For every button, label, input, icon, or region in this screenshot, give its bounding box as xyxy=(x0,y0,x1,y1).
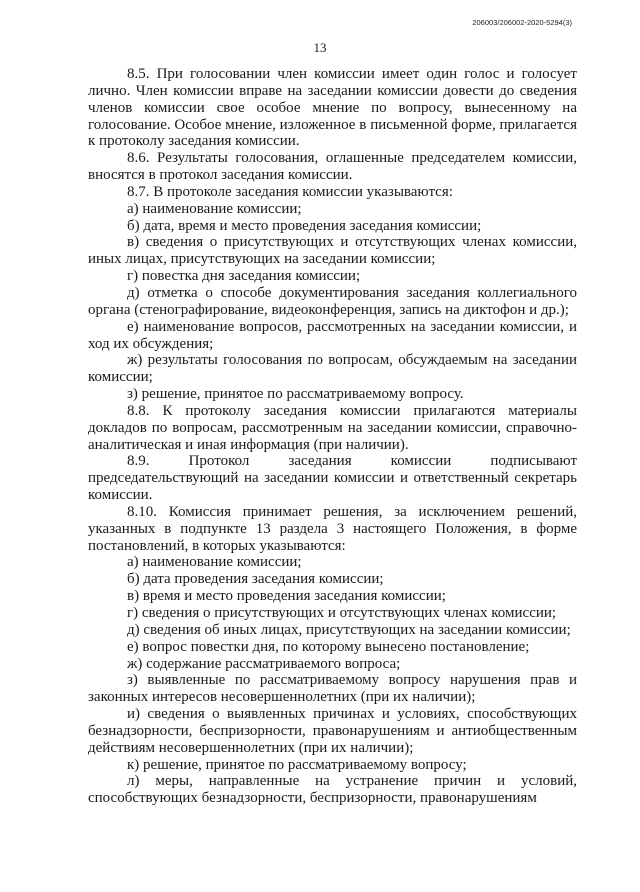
list-item: з) решение, принятое по рассматриваемому вопросу. xyxy=(127,386,464,403)
paragraph-8-7: 8.7. В протоколе заседания комиссии указываются: xyxy=(127,183,453,200)
paragraph-8-8: 8.8. К протоколу заседания комиссии прилагаются материалы докладов по вопросам, рассмотренным на заседании комиссии, справочно-аналитическая и иная информация (при наличии). xyxy=(88,402,577,453)
list-item: б) дата проведения заседания комиссии; xyxy=(127,571,384,588)
list-item: а) наименование комиссии; xyxy=(127,200,302,217)
paragraph-8-6: 8.6. Результаты голосования, оглашенные председателем комиссии, вносятся в протокол заседания комиссии. xyxy=(88,150,577,184)
list-item: г) сведения о присутствующих и отсутствующих членах комиссии; xyxy=(127,605,557,621)
list-item: з) выявленные по рассматриваемому вопросу нарушения прав и законных интересов несовершеннолетних (при их наличии); xyxy=(88,672,577,706)
paragraph-8-5: 8.5. При голосовании член комиссии имеет один голос и голосует лично. Член комиссии вправе на заседании комиссии довести до сведения членов комиссии свое особое мнение по вопросу, вынесенному на голосование. Особое мнение, изложенное в письменной форме, прилагается к протоколу заседания комиссии. xyxy=(88,66,577,150)
list-item: к) решение, принятое по рассматриваемому вопросу; xyxy=(127,756,467,773)
document-code: 206003/206002-2020-5294(3) xyxy=(472,18,572,27)
list-item: в) время и место проведения заседания комиссии; xyxy=(127,588,446,605)
paragraph-8-9: 8.9. Протокол заседания комиссии подписывают председательствующий на заседании комиссии и ответственный секретарь комиссии. xyxy=(88,453,577,504)
list-item: г) повестка дня заседания комиссии; xyxy=(127,268,361,285)
paragraph-8-10: 8.10. Комиссия принимает решения, за исключением решений, указанных в подпункте 13 раздела 3 настоящего Положения, в форме постановлений, в которых указываются: xyxy=(88,503,577,554)
list-item: ж) содержание рассматриваемого вопроса; xyxy=(127,655,401,672)
document-body xyxy=(88,66,577,807)
list-item: д) отметка о способе документирования заседания коллегиального органа (стенографирование, видеоконференция, запись на диктофон и др.); xyxy=(88,284,577,318)
list-item: е) вопрос повестки дня, по которому вынесено постановление; xyxy=(127,638,530,655)
list-item: и) сведения о выявленных причинах и условиях, способствующих безнадзорности, беспризорности, правонарушениям и антиобщественным действиям несовершеннолетних (при их наличии); xyxy=(88,706,577,756)
page-number: 13 xyxy=(313,40,327,55)
list-item: е) наименование вопросов, рассмотренных на заседании комиссии, и ход их обсуждения; xyxy=(88,318,577,352)
list-item: л) меры, направленные на устранение причин и условий, способствующих безнадзорности, беспризорности, правонарушениям xyxy=(88,773,577,807)
list-item: д) сведения об иных лицах, присутствующих на заседании комиссии; xyxy=(127,621,571,638)
list-item: а) наименование комиссии; xyxy=(127,554,302,571)
list-item: ж) результаты голосования по вопросам, обсуждаемым на заседании комиссии; xyxy=(88,352,577,386)
list-item: б) дата, время и место проведения заседания комиссии; xyxy=(127,217,482,234)
list-item: в) сведения о присутствующих и отсутствующих членах комиссии, иных лицах, присутствующих на заседании комиссии; xyxy=(88,234,577,268)
